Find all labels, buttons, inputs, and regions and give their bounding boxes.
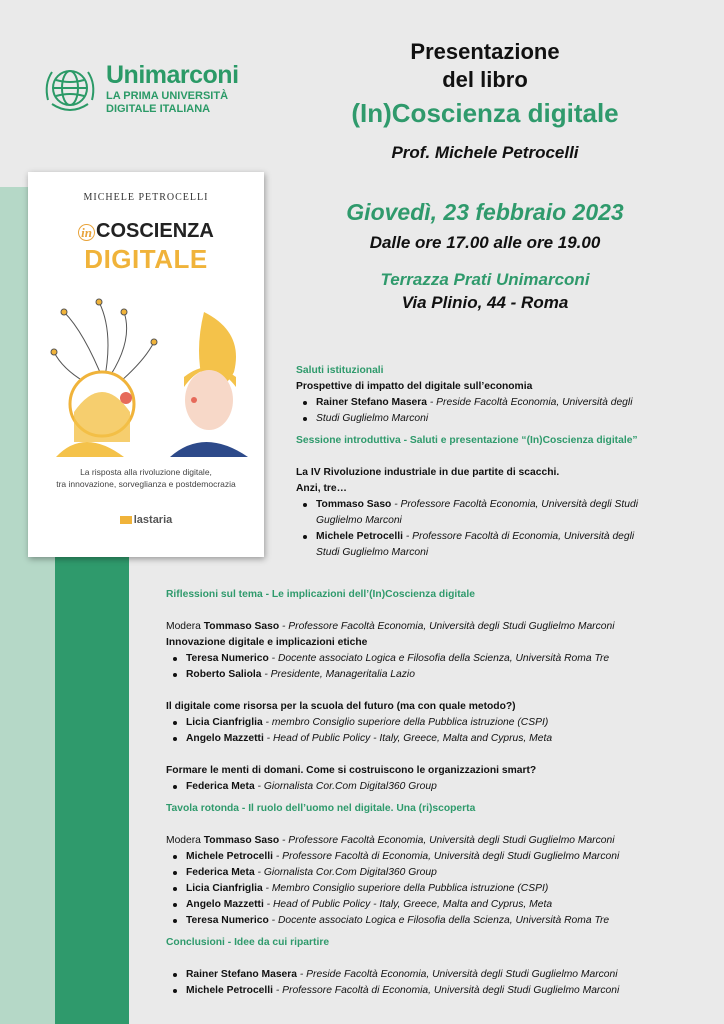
program-part-2 xyxy=(166,587,619,999)
list-item xyxy=(166,715,619,731)
list-item xyxy=(296,395,638,411)
intro-topic-2: Anzi, tre… xyxy=(296,483,347,494)
speaker-role: - Professore Facoltà di Economia, Università degli Studi Guglielmo Marconi xyxy=(273,851,620,862)
publisher-name: lastaria xyxy=(133,514,173,526)
topic-1: Innovazione digitale e implicazioni etiche xyxy=(166,637,368,648)
speaker-name: Tommaso Saso xyxy=(316,499,392,510)
speaker-role: - Professore Facoltà Economia, Università degli Studi Guglielmo Marconi xyxy=(279,621,615,632)
list-item xyxy=(166,667,619,683)
list-item xyxy=(166,967,619,983)
book-cover-title-word: COSCIENZA xyxy=(96,220,214,242)
speaker-role: - Preside Facoltà Economia, Università degli Studi Guglielmo Marconi xyxy=(297,969,618,980)
saluti-topic: Prospettive di impatto del digitale sull’economia xyxy=(296,381,533,392)
list-item xyxy=(296,497,638,513)
speaker-role: - Head of Public Policy - Italy, Greece, Malta and Cyprus, Meta xyxy=(263,899,553,910)
list-item xyxy=(166,983,619,999)
list-item xyxy=(166,897,619,913)
list-item xyxy=(296,529,638,545)
speaker-name: Angelo Mazzetti xyxy=(186,899,264,910)
speaker-name: Licia Cianfriglia xyxy=(186,717,263,728)
speaker-role: - Docente associato Logica e Filosofia della Scienza, Università Roma Tre xyxy=(268,653,610,664)
book-cover-title-2: DIGITALE xyxy=(84,244,208,274)
speaker-name: Rainer Stefano Masera xyxy=(186,969,298,980)
speaker-role: - Giornalista Cor.Com Digital360 Group xyxy=(254,867,437,878)
book-cover-subtitle-2: tra innovazione, sorveglianza e postdemocrazia xyxy=(56,479,236,489)
speaker-role-cont: Studi Guglielmo Marconi xyxy=(316,547,429,558)
list-item xyxy=(166,865,619,881)
speaker-role: - Professore Facoltà di Economia, Università degli Studi Guglielmo Marconi xyxy=(273,985,620,996)
speaker-name: Teresa Numerico xyxy=(186,915,269,926)
list-item xyxy=(166,731,619,747)
section-saluti: Saluti istituzionali xyxy=(296,365,384,376)
speaker-name: Federica Meta xyxy=(186,781,255,792)
book-cover xyxy=(28,172,264,557)
intro-topic-1: La IV Rivoluzione industriale in due partite di scacchi. xyxy=(296,467,560,478)
section-intro: Sessione introduttiva - Saluti e presentazione “(In)Coscienza digitale” xyxy=(296,435,638,446)
publisher-logo-icon xyxy=(120,516,132,524)
decorative-dark-band xyxy=(55,555,129,1024)
speaker-role: - Professore Facoltà Economia, Università degli Studi Guglielmo Marconi xyxy=(279,835,615,846)
speaker-role: - Professore Facoltà di Economia, Università degli xyxy=(403,531,635,542)
section-conclusioni: Conclusioni - Idee da cui ripartire xyxy=(166,937,330,948)
book-cover-subtitle xyxy=(38,466,254,490)
section-tavola: Tavola rotonda - Il ruolo dell’uomo nel digitale. Una (ri)scoperta xyxy=(166,803,476,814)
speaker-name: Michele Petrocelli xyxy=(186,985,273,996)
speaker-name: Federica Meta xyxy=(186,867,255,878)
speaker-role: - Giornalista Cor.Com Digital360 Group xyxy=(254,781,437,792)
list-item xyxy=(166,881,619,897)
event-date: Giovedì, 23 febbraio 2023 xyxy=(346,199,624,225)
speaker-name: Rainer Stefano Masera xyxy=(316,397,428,408)
speaker-role-cont: Studi Guglielmo Marconi xyxy=(296,411,638,427)
speaker-role: - Membro Consiglio superiore della Pubblica istruzione (CSPI) xyxy=(262,883,549,894)
globe-logo-icon xyxy=(42,60,98,116)
list-item xyxy=(166,779,619,795)
speaker-name: Michele Petrocelli xyxy=(186,851,273,862)
speaker-role-cont: Guglielmo Marconi xyxy=(316,515,402,526)
speaker-name: Roberto Saliola xyxy=(186,669,262,680)
presentation-heading xyxy=(300,38,670,94)
speaker-role: - membro Consiglio superiore della Pubblica istruzione (CSPI) xyxy=(262,717,549,728)
book-cover-illustration xyxy=(44,292,248,457)
speaker-role: - Presidente, Manageritalia Lazio xyxy=(261,669,415,680)
speaker-name: Teresa Numerico xyxy=(186,653,269,664)
speaker-name: Tommaso Saso xyxy=(203,835,280,846)
speaker-role: - Preside Facoltà Economia, Università degli xyxy=(427,397,633,408)
speaker-name: Tommaso Saso xyxy=(203,621,280,632)
presentation-line-2: del libro xyxy=(442,67,528,92)
event-venue: Terrazza Prati Unimarconi xyxy=(380,270,590,289)
book-cover-title-1 xyxy=(28,220,264,243)
logo-tagline-2: DIGITALE ITALIANA xyxy=(106,103,211,115)
moderator-label: Modera xyxy=(166,835,204,846)
speaker-role: - Docente associato Logica e Filosofia della Scienza, Università Roma Tre xyxy=(268,915,610,926)
list-item xyxy=(166,849,619,865)
topic-3: Formare le menti di domani. Come si costruiscono le organizzazioni smart? xyxy=(166,765,537,776)
list-item xyxy=(166,651,619,667)
book-title-heading: (In)Coscienza digitale xyxy=(351,98,619,128)
speaker-role: - Professore Facoltà Economia, Università degli Studi xyxy=(391,499,639,510)
author-heading: Prof. Michele Petrocelli xyxy=(391,143,579,162)
topic-2: Il digitale come risorsa per la scuola del futuro (ma con quale metodo?) xyxy=(166,701,516,712)
presentation-line-1: Presentazione xyxy=(410,39,560,64)
logo-tagline-1: LA PRIMA UNIVERSITÀ xyxy=(106,90,229,102)
unimarconi-logo xyxy=(42,60,242,120)
moderator-line xyxy=(166,619,619,635)
moderator-line xyxy=(166,833,619,849)
list-item xyxy=(166,913,619,929)
program-part-1 xyxy=(296,363,638,561)
event-address: Via Plinio, 44 - Roma xyxy=(401,293,569,312)
speaker-name: Licia Cianfriglia xyxy=(186,883,263,894)
book-cover-title-prefix: in xyxy=(78,224,95,241)
book-cover-subtitle-1: La risposta alla rivoluzione digitale, xyxy=(80,467,212,477)
section-riflessioni: Riflessioni sul tema - Le implicazioni dell’(In)Coscienza digitale xyxy=(166,589,475,600)
speaker-role: - Head of Public Policy - Italy, Greece, Malta and Cyprus, Meta xyxy=(263,733,553,744)
moderator-label: Modera xyxy=(166,621,204,632)
book-cover-publisher xyxy=(28,514,264,526)
speaker-name: Michele Petrocelli xyxy=(316,531,403,542)
speaker-name: Angelo Mazzetti xyxy=(186,733,264,744)
event-time: Dalle ore 17.00 alle ore 19.00 xyxy=(369,233,601,252)
logo-name: Unimarconi xyxy=(106,61,239,89)
book-cover-author: MICHELE PETROCELLI xyxy=(83,192,209,203)
